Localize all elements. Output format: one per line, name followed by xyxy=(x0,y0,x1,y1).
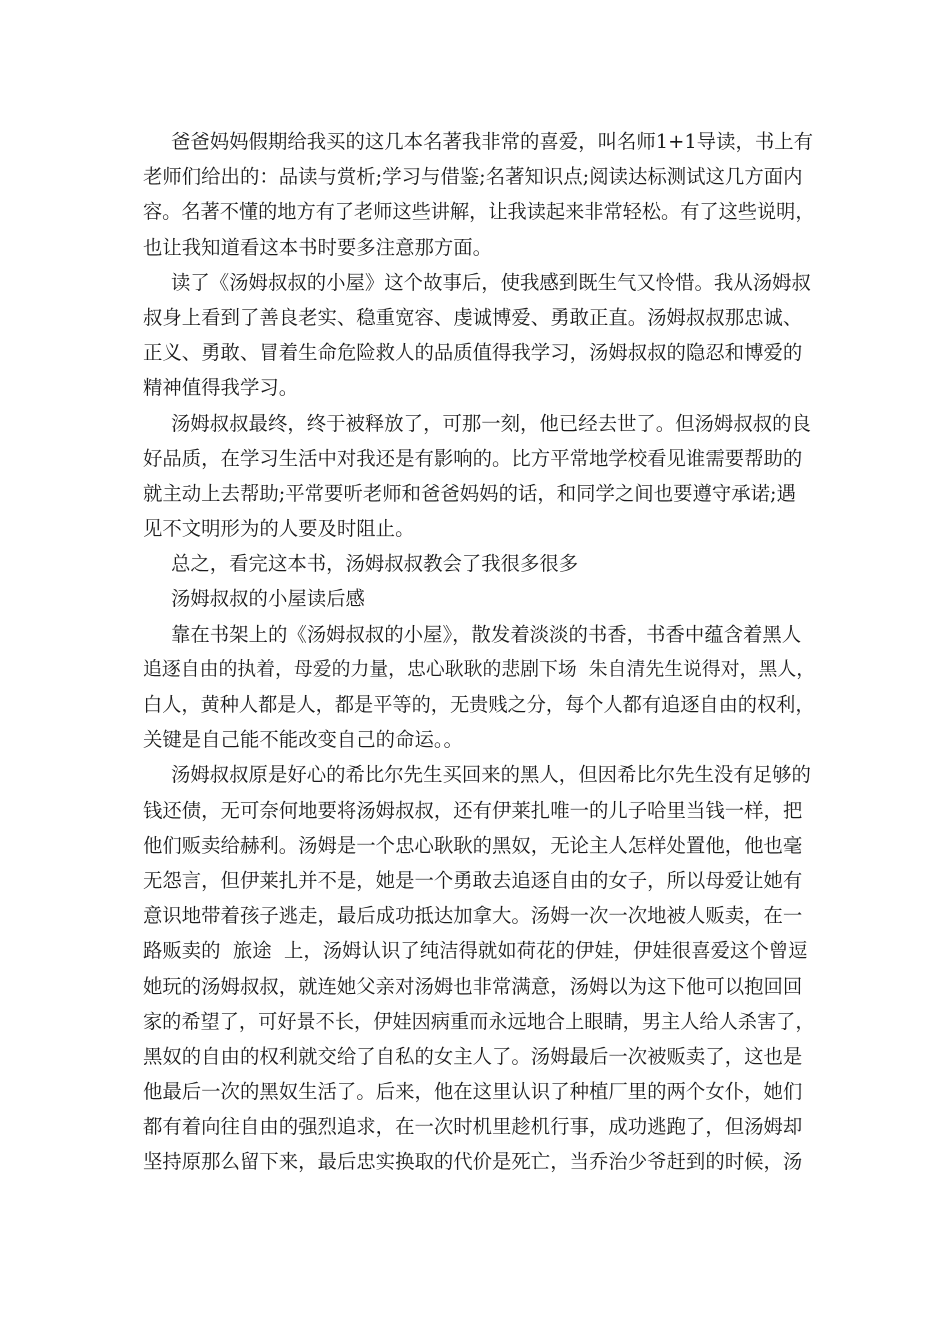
text-line: 汤姆叔叔原是好心的希比尔先生买回来的黑人，但因希比尔先生没有足够的 xyxy=(171,763,811,787)
text-line: 关键是自己能不能改变自己的命运。。 xyxy=(143,728,463,752)
text-line: 总之，看完这本书，汤姆叔叔教会了我很多很多 xyxy=(171,552,579,576)
text-line: 好品质，在学习生活中对我还是有影响的。比方平常地学校看见谁需要帮助的 xyxy=(143,446,803,470)
text-line: 家的希望了，可好景不长，伊娃因病重而永远地合上眼睛，男主人给人杀害了， xyxy=(143,1009,815,1033)
text-line: 见不文明形为的人要及时阻止。 xyxy=(143,517,415,541)
text-line: 靠在书架上的《汤姆叔叔的小屋》，散发着淡淡的书香，书香中蕴含着黑人 xyxy=(171,622,802,646)
text-line: 汤姆叔叔的小屋读后感 xyxy=(171,587,365,611)
text-line: 爸爸妈妈假期给我买的这几本名著我非常的喜爱，叫名师1+1导读，书上有 xyxy=(171,130,814,153)
text-line: 无怨言，但伊莱扎并不是，她是一个勇敢去追逐自由的女子，所以母爱让她有 xyxy=(143,868,803,892)
text-line: 汤姆叔叔最终，终于被释放了，可那一刻，他已经去世了。但汤姆叔叔的良 xyxy=(171,411,811,435)
text-line: 他们贩卖给赫利。汤姆是一个忠心耿耿的黑奴，无论主人怎样处置他，他也毫 xyxy=(143,833,803,857)
text-line: 都有着向往自由的强烈追求，在一次时机里趁机行事，成功逃跑了，但汤姆却 xyxy=(143,1115,803,1139)
text-line: 追逐自由的执着，母爱的力量，忠心耿耿的悲剧下场 朱自清先生说得对，黑人， xyxy=(143,657,816,680)
text-line: 意识地带着孩子逃走，最后成功抵达加拿大。汤姆一次一次地被人贩卖，在一 xyxy=(143,904,803,928)
text-line: 路贩卖的 旅途 上，汤姆认识了纯洁得就如荷花的伊娃，伊娃很喜爱这个曾逗 xyxy=(143,939,808,963)
text-line: 读了《汤姆叔叔的小屋》这个故事后，使我感到既生气又怜惜。我从汤姆叔 xyxy=(171,270,811,294)
text-line: 也让我知道看这本书时要多注意那方面。 xyxy=(143,235,493,259)
text-line: 正义、勇敢、冒着生命危险救人的品质值得我学习，汤姆叔叔的隐忍和博爱的 xyxy=(143,341,803,365)
document-body xyxy=(143,124,815,1180)
text-line: 叔身上看到了善良老实、稳重宽容、虔诚博爱、勇敢正直。汤姆叔叔那忠诚、 xyxy=(143,305,803,329)
text-line: 老师们给出的：品读与赏析;学习与借鉴;名著知识点;阅读达标测试这几方面内 xyxy=(143,165,803,189)
text-line: 黑奴的自由的权利就交给了自私的女主人了。汤姆最后一次被贩卖了，这也是 xyxy=(143,1044,803,1068)
text-line: 精神值得我学习。 xyxy=(143,376,299,400)
text-line: 她玩的汤姆叔叔，就连她父亲对汤姆也非常满意，汤姆以为这下他可以抱回回 xyxy=(143,974,803,998)
text-line: 钱还债，无可奈何地要将汤姆叔叔，还有伊莱扎唯一的儿子哈里当钱一样，把 xyxy=(143,798,803,822)
text-line: 容。名著不懂的地方有了老师这些讲解，让我读起来非常轻松。有了这些说明， xyxy=(143,200,815,224)
text-line: 坚持原那么留下来，最后忠实换取的代价是死亡，当乔治少爷赶到的时候，汤 xyxy=(143,1150,803,1174)
text-line: 他最后一次的黑奴生活了。后来，他在这里认识了种植厂里的两个女仆，她们 xyxy=(143,1080,803,1104)
text-line: 白人，黄种人都是人，都是平等的，无贵贱之分，每个人都有追逐自由的权利， xyxy=(143,693,815,716)
text-line: 就主动上去帮助;平常要听老师和爸爸妈妈的话，和同学之间也要遵守承诺;遇 xyxy=(143,481,796,505)
